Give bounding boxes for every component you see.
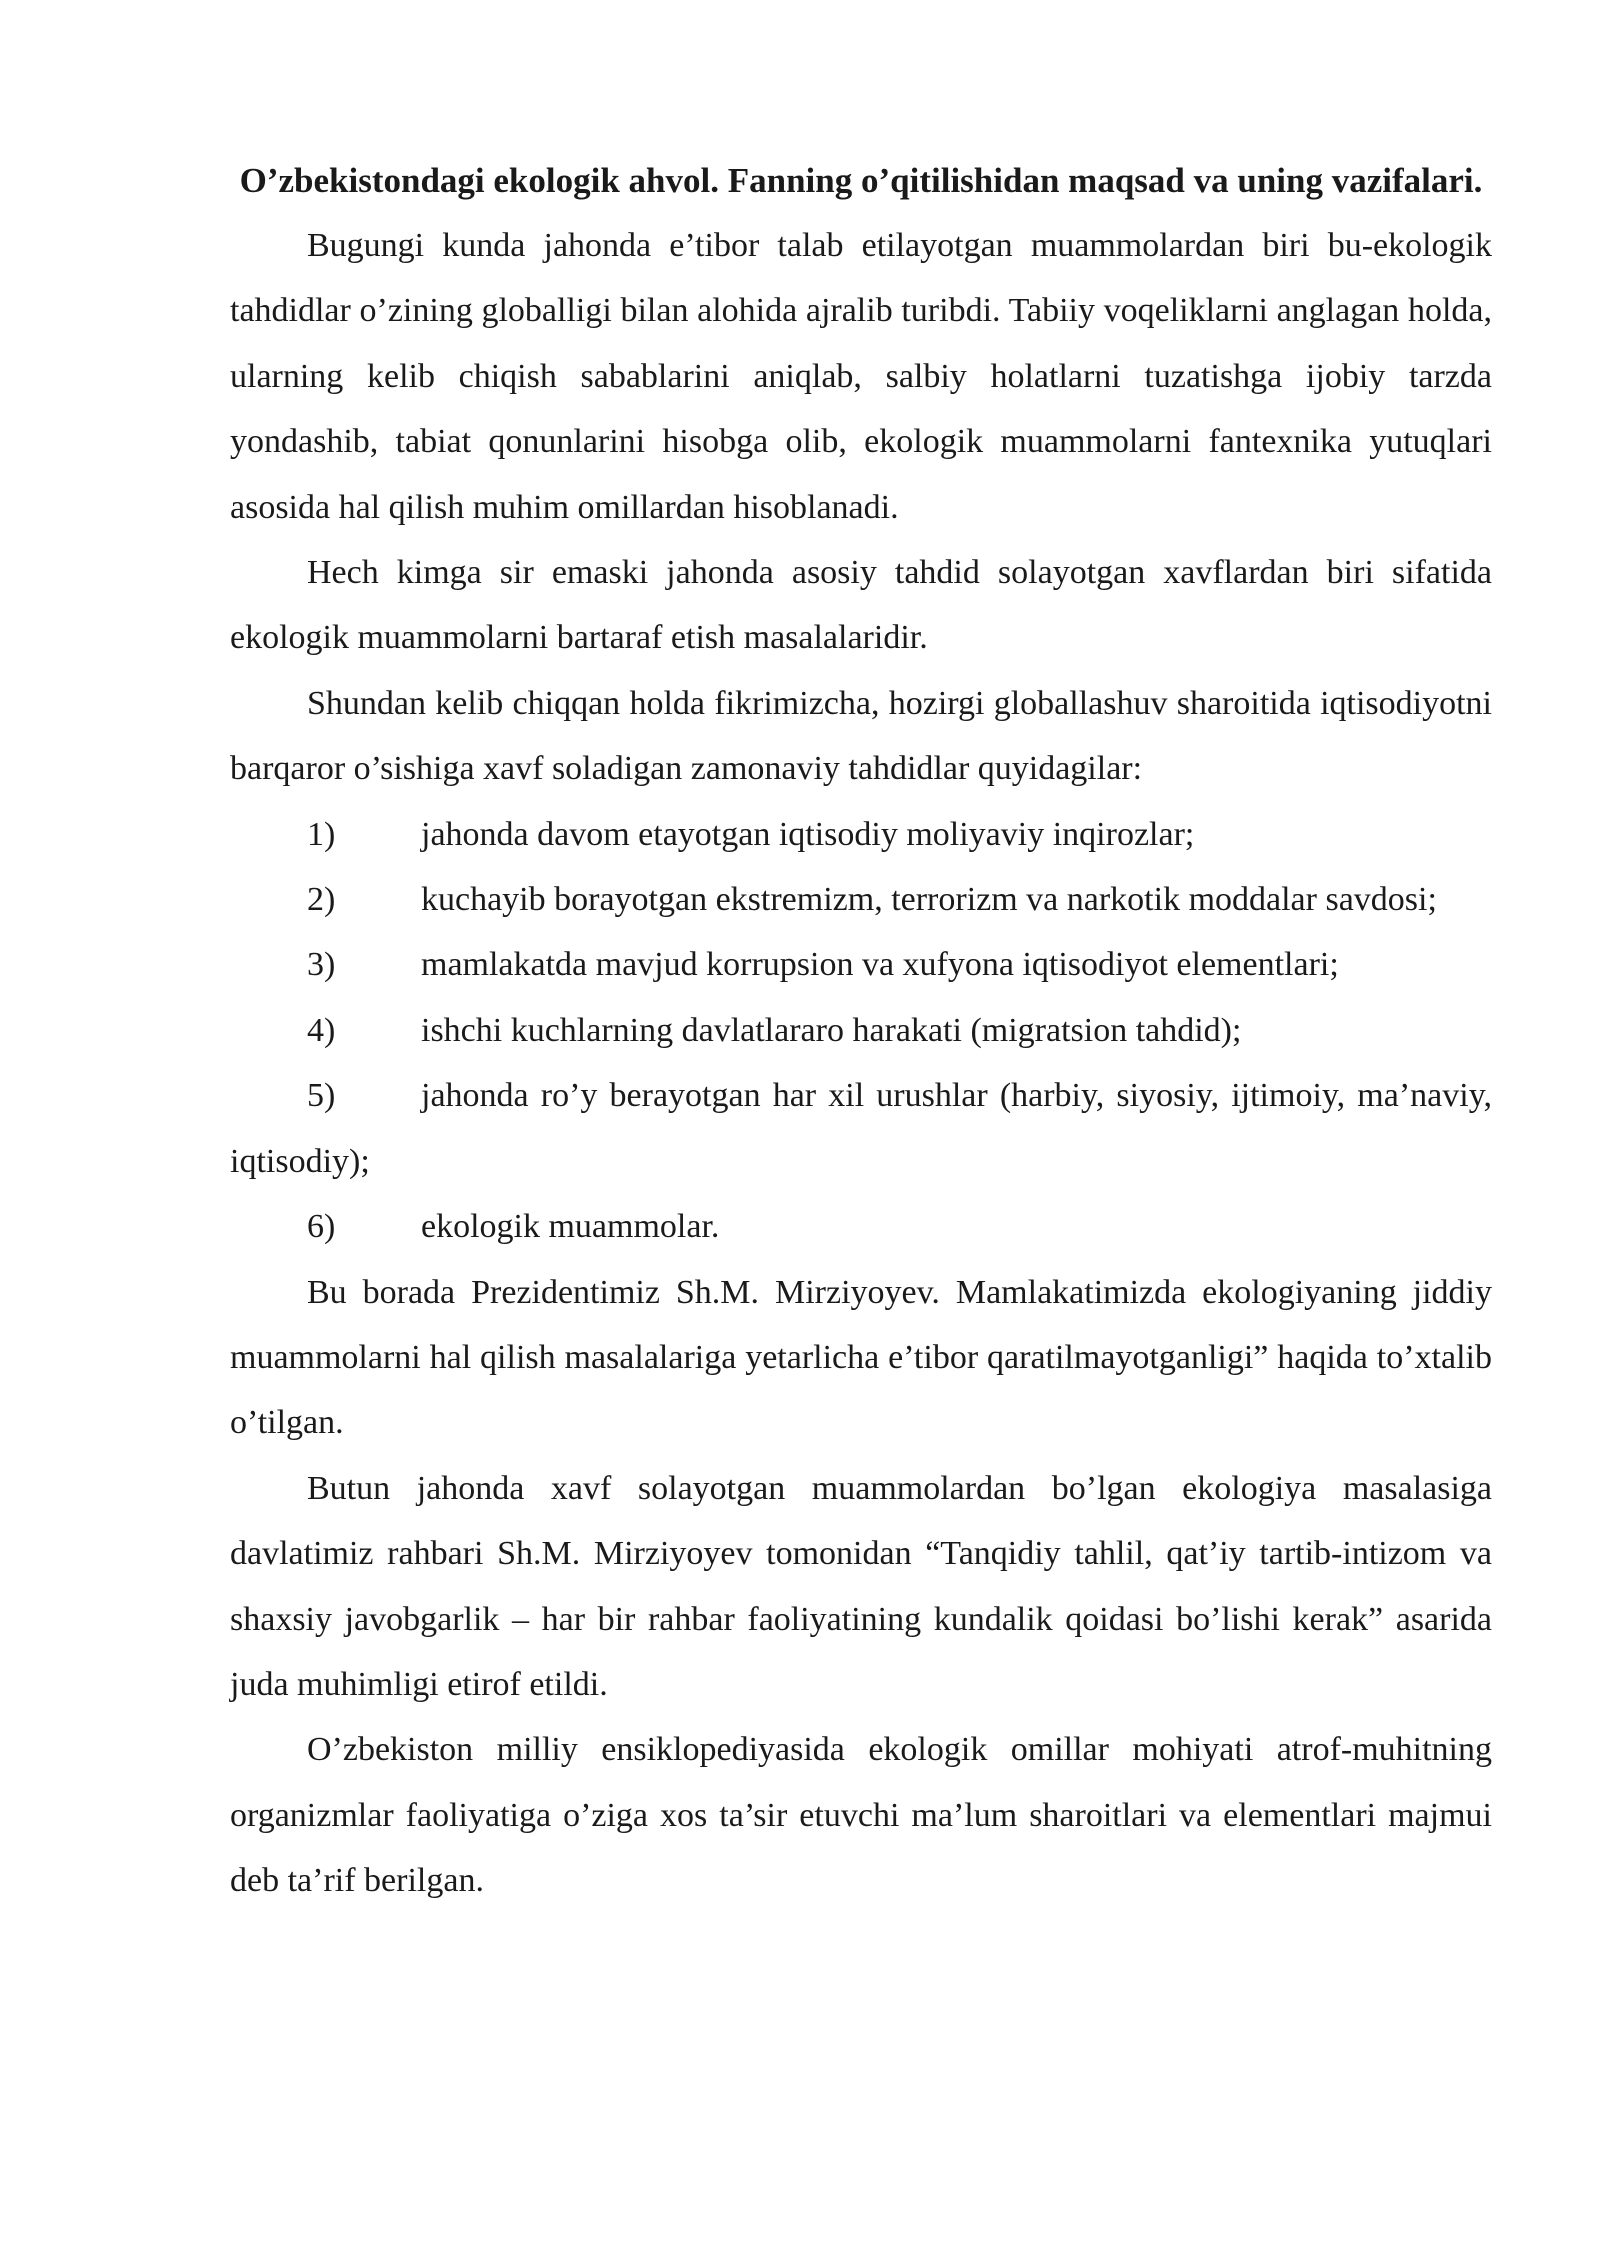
list-number: 3) xyxy=(307,946,336,984)
list-text: kuchayib borayotgan ekstremizm, terrorizm va narkotik moddalar savdosi; xyxy=(421,881,1437,919)
list-item xyxy=(230,867,1492,932)
list-item xyxy=(230,1063,1492,1194)
paragraph-2: Hech kimga sir emaski jahonda asosiy tahdid solayotgan xavflardan biri sifatida ekologik muammolarni bartaraf etish masalalaridir. xyxy=(230,554,1492,657)
list-text: ekologik muammolar. xyxy=(421,1208,720,1246)
threats-list xyxy=(230,802,1492,1260)
document-title: O’zbekistondagi ekologik ahvol. Fanning o’qitilishidan maqsad va uning vazifalari. xyxy=(239,161,1483,200)
document-page xyxy=(230,148,1492,1914)
paragraph-3: Shundan kelib chiqqan holda fikrimizcha, hozirgi globallashuv sharoitida iqtisodiyotni barqaror o’sishiga xavf soladigan zamonaviy tahdidlar quyidagilar: xyxy=(230,684,1492,788)
list-number: 4) xyxy=(307,1011,336,1049)
list-number: 5) xyxy=(307,1077,336,1115)
list-item xyxy=(230,998,1492,1063)
list-text: mamlakatda mavjud korrupsion va xufyona iqtisodiyot elementlari; xyxy=(421,946,1339,984)
paragraph-5: Butun jahonda xavf solayotgan muammolardan bo’lgan ekologiya masalasiga davlatimiz rahbari Sh.M. Mirziyoyev tomonidan “Tanqidiy tahlil, qat’iy tartib-intizom va shaxsiy javobgarlik – har bir rahbar faoliyatining kundalik qoidasi bo’lishi kerak” asarida juda muhimligi etirof etildi. xyxy=(230,1469,1492,1703)
list-item xyxy=(230,802,1492,867)
paragraph-4: Bu borada Prezidentimiz Sh.M. Mirziyoyev. Mamlakatimizda ekologiyaning jiddiy muammolarni hal qilish masalalariga yetarlicha e’tibor qaratilmayotganligi” haqida to’xtalib o’tilgan. xyxy=(230,1273,1492,1442)
list-text: jahonda davom etayotgan iqtisodiy moliyaviy inqirozlar; xyxy=(421,815,1195,853)
list-text: jahonda ro’y berayotgan har xil urushlar (harbiy, siyosiy, ijtimoiy, ma’naviy, iqtisodiy); xyxy=(230,1077,1492,1180)
list-number: 2) xyxy=(307,881,336,919)
list-number: 6) xyxy=(307,1208,336,1246)
list-text: ishchi kuchlarning davlatlararo harakati (migratsion tahdid); xyxy=(421,1011,1242,1049)
list-item xyxy=(230,932,1492,997)
list-item xyxy=(230,1194,1492,1259)
list-number: 1) xyxy=(307,815,336,853)
paragraph-6: O’zbekiston milliy ensiklopediyasida ekologik omillar mohiyati atrof-muhitning organizmlar faoliyatiga o’ziga xos ta’sir etuvchi ma’lum sharoitlari va elementlari majmui deb ta’rif berilgan. xyxy=(230,1731,1492,1900)
paragraph-1: Bugungi kunda jahonda e’tibor talab etilayotgan muammolardan biri bu-ekologik tahdidlar o’zining globalligi bilan alohida ajralib turibdi. Tabiiy voqeliklarni anglagan holda, ularning kelib chiqish sabablarini aniqlab, salbiy holatlarni tuzatishga ijobiy tarzda yondashib, tabiat qonunlarini hisobga olib, ekologik muammolarni fantexnika yutuqlari asosida hal qilish muhim omillardan hisoblanadi. xyxy=(230,227,1492,526)
